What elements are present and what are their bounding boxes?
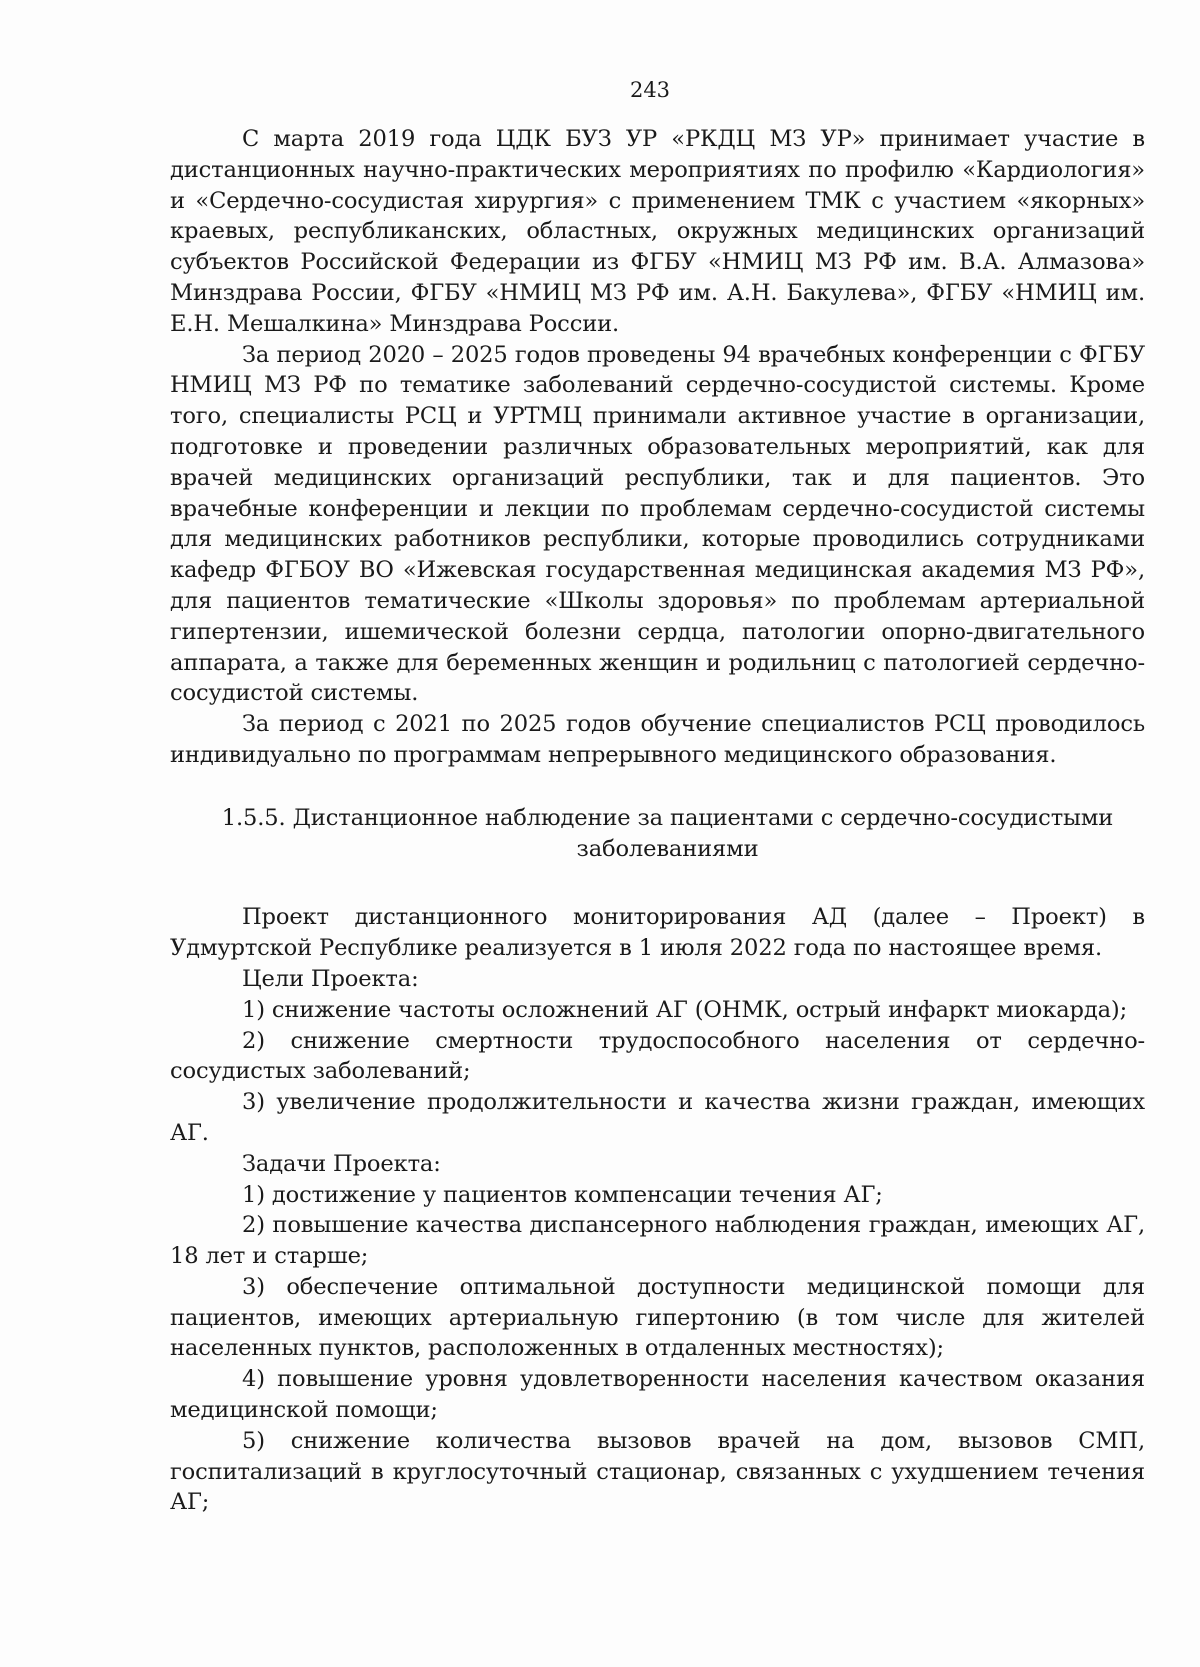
paragraph-training: За период с 2021 по 2025 годов обучение специалистов РСЦ проводилось индивидуально по программам непрерывного медицинского образования. (170, 711, 1145, 768)
paragraph-tmk-events: С марта 2019 года ЦДК БУЗ УР «РКДЦ МЗ УР» принимает участие в дистанционных научно-практических мероприятиях по профилю «Кардиология» и «Сердечно-сосудистая хирургия» с применением ТМК с участием «якорных» краевых, республиканских, областных, окружных медицинских организаций субъектов Российской Федерации из ФГБУ «НМИЦ МЗ РФ им. В.А. Алмазова» Минздрава России, ФГБУ «НМИЦ МЗ РФ им. А.Н. Бакулева», ФГБУ «НМИЦ им. Е.Н. Мешалкина» Минздрава России. (170, 126, 1145, 337)
paragraph-project-intro: Проект дистанционного мониторирования АД (далее – Проект) в Удмуртской Республике реализуется в 1 июля 2022 года по настоящее время. (170, 904, 1145, 962)
task-item: 3) обеспечение оптимальной доступности медицинской помощи для пациентов, имеющих артериальную гипертонию (в том числе для жителей населенных пунктов, расположенных в отдаленных местностях); (170, 1273, 1145, 1362)
page-number: 243 (629, 78, 671, 102)
section-heading: 1.5.5. Дистанционное наблюдение за пациентами с сердечно-сосудистыми заболеваниями (221, 804, 1114, 862)
task-item: 1) достижение у пациентов компенсации течения АГ; (242, 1181, 883, 1208)
goal-item: 3) увеличение продолжительности и качества жизни граждан, имеющих АГ. (170, 1089, 1145, 1146)
task-item: 2) повышение качества диспансерного наблюдения граждан, имеющих АГ, 18 лет и старше; (170, 1212, 1145, 1270)
tasks-title: Задачи Проекта: (242, 1150, 441, 1177)
task-item: 4) повышение уровня удовлетворенности населения качеством оказания медицинской помощи; (170, 1366, 1145, 1424)
goal-item: 1) снижение частоты осложнений АГ (ОНМК, острый инфаркт миокарда); (242, 996, 1128, 1023)
task-item: 5) снижение количества вызовов врачей на дом, вызовов СМП, госпитализаций в круглосуточный стационар, связанных с ухудшением течения АГ; (170, 1427, 1145, 1516)
paragraph-conferences: За период 2020 – 2025 годов проведены 94 врачебных конференции с ФГБУ НМИЦ МЗ РФ по тематике заболеваний сердечно-сосудистой системы. Кроме того, специалисты РСЦ и УРТМЦ принимали активное участие в организации, подготовке и проведении различных образовательных мероприятий, как для врачей медицинских организаций республики, так и для пациентов. Это врачебные конференции и лекции по проблемам сердечно-сосудистой системы для медицинских работников республики, которые проводились сотрудниками кафедр ФГБОУ ВО «Ижевская государственная медицинская академия МЗ РФ», для пациентов тематические «Школы здоровья» по проблемам артериальной гипертензии, ишемической болезни сердца, патологии опорно-двигательного аппарата, а также для беременных женщин и родильниц с патологией сердечно-сосудистой системы. (170, 341, 1145, 707)
goals-title: Цели Проекта: (242, 965, 419, 992)
page-body (170, 124, 1145, 1518)
goal-item: 2) снижение смертности трудоспособного населения от сердечно-сосудистых заболеваний; (170, 1027, 1145, 1085)
